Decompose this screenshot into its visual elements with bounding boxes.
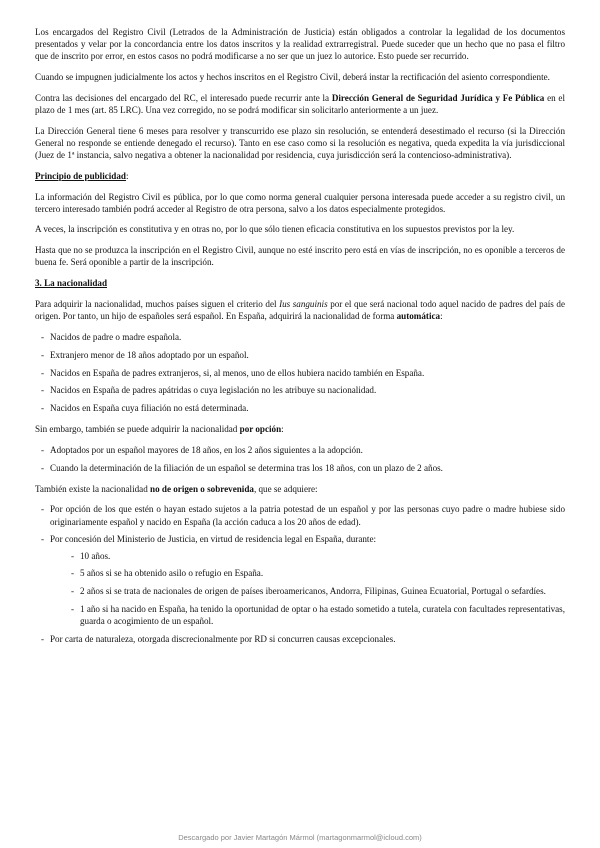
list-item: - 5 años si se ha obtenido asilo o refugio en España.	[65, 567, 565, 579]
list-item: - Nacidos en España de padres apátridas o cuya legislación no les atribuye su nacionalidad.	[35, 384, 565, 396]
sobrevenida-term: no de origen o sobrevenida	[150, 483, 254, 494]
list-item: - Nacidos en España cuya filiación no está determinada.	[35, 402, 565, 414]
download-footer: Descargado por Javier Martagón Mármol (martagonmarmol@icloud.com)	[178, 833, 422, 842]
ius-sanguinis-term: Ius sanguinis	[279, 299, 328, 310]
paragraph-recurso: Contra las decisiones del encargado del RC, el interesado puede recurrir ante la Dirección General de Seguridad Jurídica y Fe Pública en el plazo de 1 mes (art. 85 LRC). Una vez corregido, no se podrá modificar sin solicitarlo anteriormente a un juez.	[35, 92, 565, 116]
list-item: - Nacidos de padre o madre española.	[35, 331, 565, 343]
list-item: - 1 año si ha nacido en España, ha tenido la oportunidad de optar o ha estado sometido a tutela, curatela con facultades representativas, guarda o acogimiento de un español.	[65, 603, 565, 627]
list-item: - Cuando la determinación de la filiación de un español se determina tras los 18 años, con un plazo de 2 años.	[35, 462, 565, 474]
list-item: - Adoptados por un español mayores de 18 años, en los 2 años siguientes a la adopción.	[35, 444, 565, 456]
paragraph-impugnacion: Cuando se impugnen judicialmente los actos y hechos inscritos en el Registro Civil, deberá instar la rectificación del asiento correspondiente.	[35, 72, 550, 83]
list-item: - Por opción de los que estén o hayan estado sujetos a la patria potestad de un español y por las personas cuyo padre o madre hubiese sido originariamente español y nacido en España (la acción caduca a los 20 años de edad).	[35, 503, 565, 527]
por-opcion-term: por opción	[239, 424, 282, 435]
document-body	[35, 26, 565, 654]
section-heading-nacionalidad: 3. La nacionalidad	[35, 278, 108, 289]
paragraph-oponibilidad: Hasta que no se produzca la inscripción en el Registro Civil, aunque no esté inscrito pero está en vías de inscripción, no es oponible a terceros de buena fe. Será oponible a partir de la inscripción.	[35, 245, 565, 268]
list-por-opcion	[35, 444, 565, 474]
sublist-plazos-residencia	[50, 550, 565, 628]
paragraph-plazo-resolucion: La Dirección General tiene 6 meses para resolver y transcurrido ese plazo sin resolución, se entenderá desestimado el recurso (si la Dirección General no responde se entiende denegado el recurso). Tanto en ese caso como si la resolución es negativa, queda expedita la vía jurisdiccional (Juez de 1ª instancia, salvo negativa a obtener la nacionalidad por residencia, cuya jurisdicción será la contencioso-administrativa).	[35, 125, 565, 161]
list-item: - Nacidos en España de padres extranjeros, si, al menos, uno de ellos hubiera nacido también en España.	[35, 367, 565, 379]
direccion-general-name: Dirección General de Seguridad Jurídica y Fe Pública	[331, 92, 545, 103]
paragraph-por-opcion: Sin embargo, también se puede adquirir la nacionalidad por opción:	[35, 424, 284, 435]
list-item: - 10 años.	[65, 550, 565, 562]
list-nacionalidad-sobrevenida	[35, 503, 565, 644]
paragraph-ius-sanguinis: Para adquirir la nacionalidad, muchos países siguen el criterio del Ius sanguinis por el que será nacional todo aquel nacido de padres del país de origen. Por tanto, un hijo de españoles será español. En España, adquirirá la nacionalidad de forma automática:	[35, 299, 565, 322]
paragraph-registro-control: Los encargados del Registro Civil (Letrados de la Administración de Justicia) están obligados a controlar la legalidad de los documentos presentados y velar por la concordancia entre los datos inscritos y la realidad extrarregistral. Puede suceder que un hecho que no pasa el filtro que de inscrito por error, en estos casos no podrá modificarse a no ser que un juez lo autorice. Esto puede ser recurrido.	[35, 27, 565, 62]
paragraph-sobrevenida: También existe la nacionalidad no de origen o sobrevenida, que se adquiere:	[35, 483, 318, 494]
list-item: - 2 años si se trata de nacionales de origen de países iberoamericanos, Andorra, Filipinas, Guinea Ecuatorial, Portugal o sefardíes.	[65, 585, 565, 597]
list-nacionalidad-automatica	[35, 331, 565, 414]
paragraph-constitutiva: A veces, la inscripción es constitutiva y en otras no, por lo que sólo tienen eficacia constitutiva en los supuestos previstos por la ley.	[35, 224, 515, 235]
list-item: - Extranjero menor de 18 años adoptado por un español.	[35, 349, 565, 361]
list-item-residencia: - Por concesión del Ministerio de Justicia, en virtud de residencia legal en España, durante: - 10 años. - 5 años si se ha obtenido asilo o refugio en España. - 2 años si se trata de nacionales de origen de países iberoamericanos, Andorra, Filipinas, Guinea Ecuatorial, Portugal o sefardíes. - 1 año si ha nacido en España, ha tenido la oportunidad de optar o ha estado sometido a tutela, curatela con facultades representativas, guarda o acogimiento de un español.	[35, 533, 565, 627]
list-item: - Por carta de naturaleza, otorgada discrecionalmente por RD si concurren causas excepcionales.	[35, 633, 565, 645]
automatica-term: automática	[396, 311, 441, 322]
paragraph-publicidad: La información del Registro Civil es pública, por lo que como norma general cualquier persona interesada puede acceder a su registro civil, un tercero interesado también podrá acceder al Registro de otra persona, salvo a los datos especialmente protegidos.	[35, 191, 565, 214]
heading-principio-publicidad: Principio de publicidad:	[35, 170, 129, 181]
